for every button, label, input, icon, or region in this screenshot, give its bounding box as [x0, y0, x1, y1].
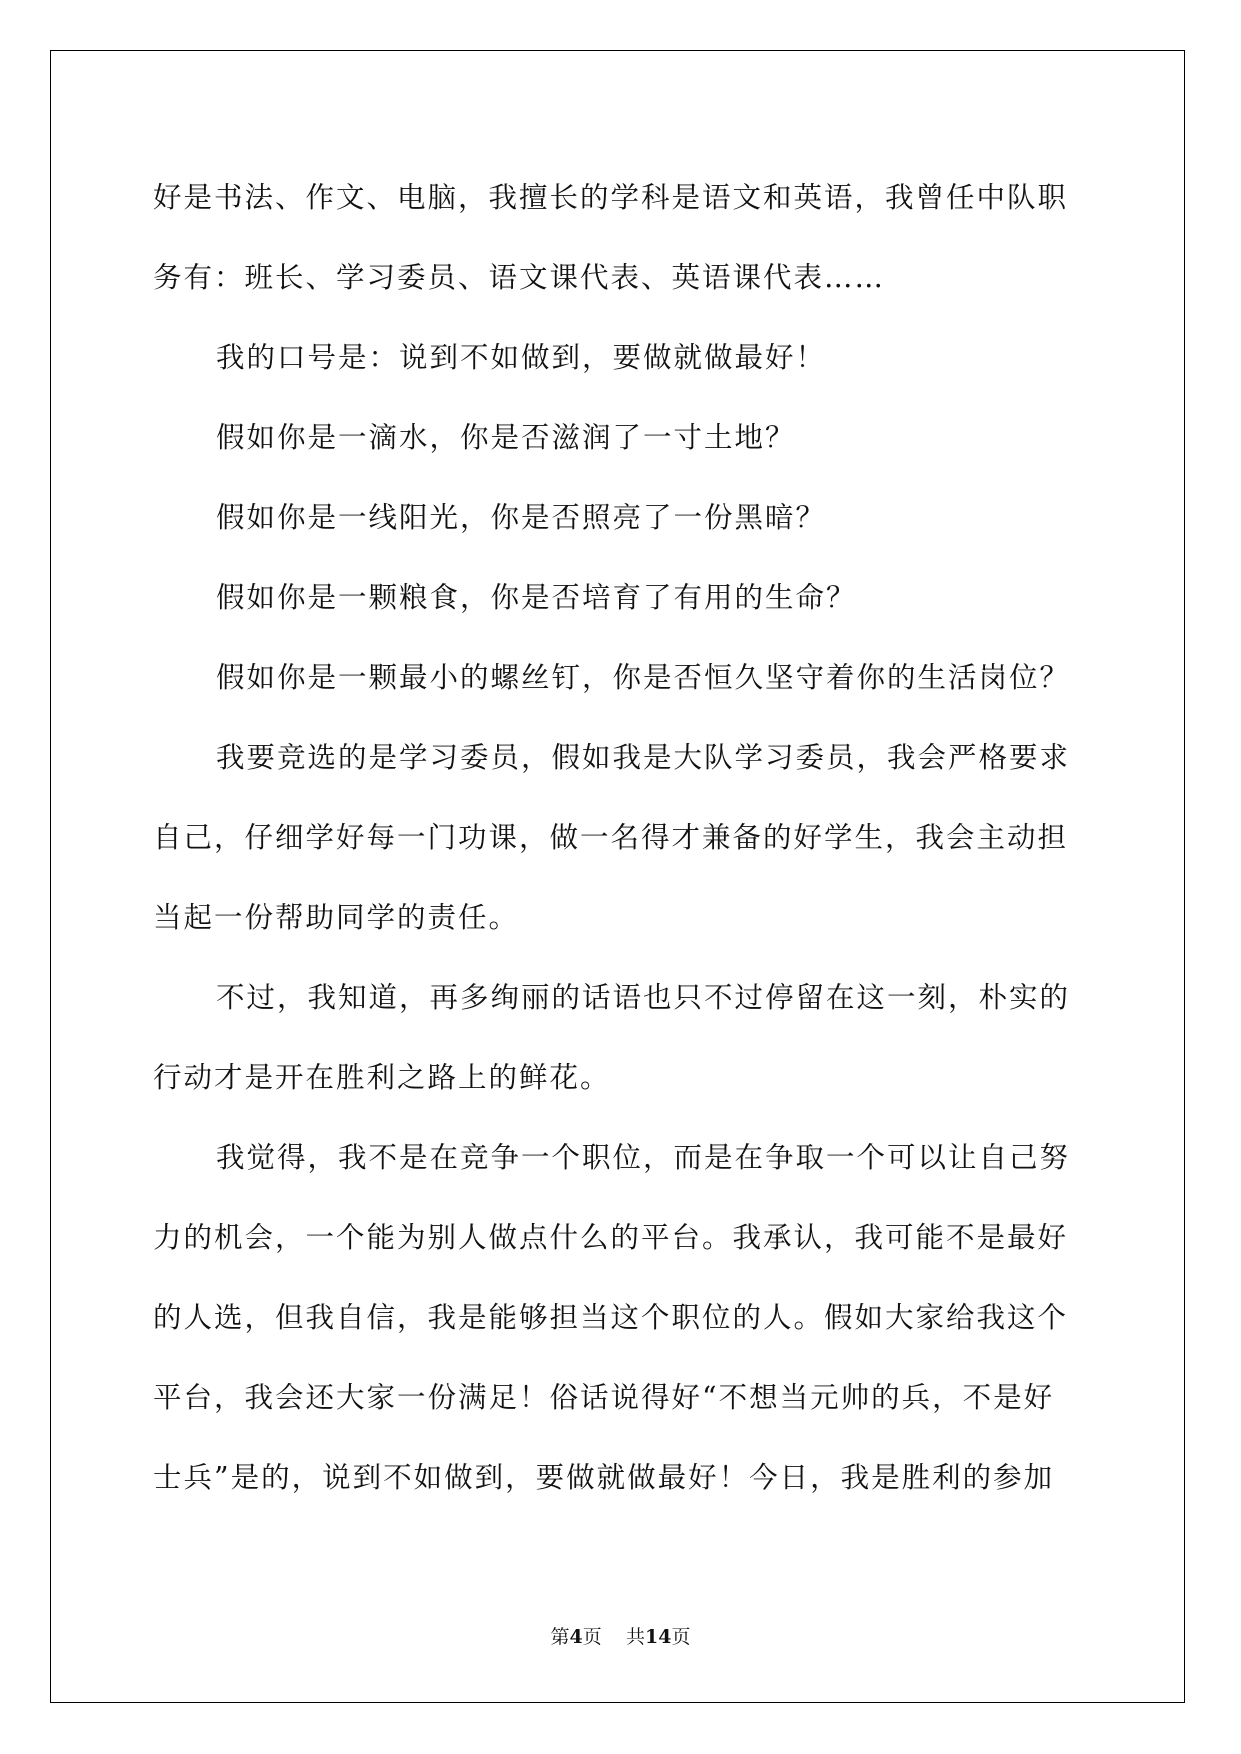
total-prefix: 共 — [625, 1626, 645, 1648]
text-line: 假如你是一线阳光，你是否照亮了一份黑暗？ — [216, 501, 827, 534]
text-line: 假如你是一滴水，你是否滋润了一寸土地？ — [216, 421, 796, 454]
total-suffix: 页 — [671, 1626, 691, 1648]
text-line: 平台，我会还大家一份满足！俗话说得好“不想当元帅的兵，不是好 — [153, 1381, 1055, 1414]
page-suffix: 页 — [582, 1626, 602, 1648]
text-line: 力的机会，一个能为别人做点什么的平台。我承认，我可能不是最好 — [153, 1221, 1069, 1254]
total-pages: 14 — [644, 1626, 672, 1648]
text-line: 我觉得，我不是在竞争一个职位，而是在争取一个可以让自己努 — [216, 1141, 1071, 1174]
text-line: 自己，仔细学好每一门功课，做一名得才兼备的好学生，我会主动担 — [153, 821, 1069, 854]
text-line: 假如你是一颗粮食，你是否培育了有用的生命？ — [216, 581, 857, 614]
text-line: 不过，我知道，再多绚丽的话语也只不过停留在这一刻，朴实的 — [216, 981, 1071, 1014]
page-number: 4 — [569, 1626, 583, 1648]
text-line: 士兵”是的，说到不如做到，要做就做最好！今日，我是胜利的参加 — [153, 1461, 1055, 1494]
page-footer — [0, 1622, 1241, 1649]
text-line: 行动才是开在胜利之路上的鲜花。 — [153, 1061, 611, 1094]
text-line: 我要竞选的是学习委员，假如我是大队学习委员，我会严格要求 — [216, 741, 1071, 774]
text-line: 的人选，但我自信，我是能够担当这个职位的人。假如大家给我这个 — [153, 1301, 1069, 1334]
document-body — [153, 158, 1098, 1518]
text-line: 我的口号是：说到不如做到，要做就做最好！ — [216, 341, 827, 374]
text-line: 好是书法、作文、电脑，我擅长的学科是语文和英语，我曾任中队职 — [153, 181, 1069, 214]
page-prefix: 第 — [550, 1626, 570, 1648]
text-line: 务有：班长、学习委员、语文课代表、英语课代表…… — [153, 261, 886, 294]
text-line: 当起一份帮助同学的责任。 — [153, 901, 520, 934]
text-line: 假如你是一颗最小的螺丝钉，你是否恒久坚守着你的生活岗位？ — [216, 661, 1071, 694]
